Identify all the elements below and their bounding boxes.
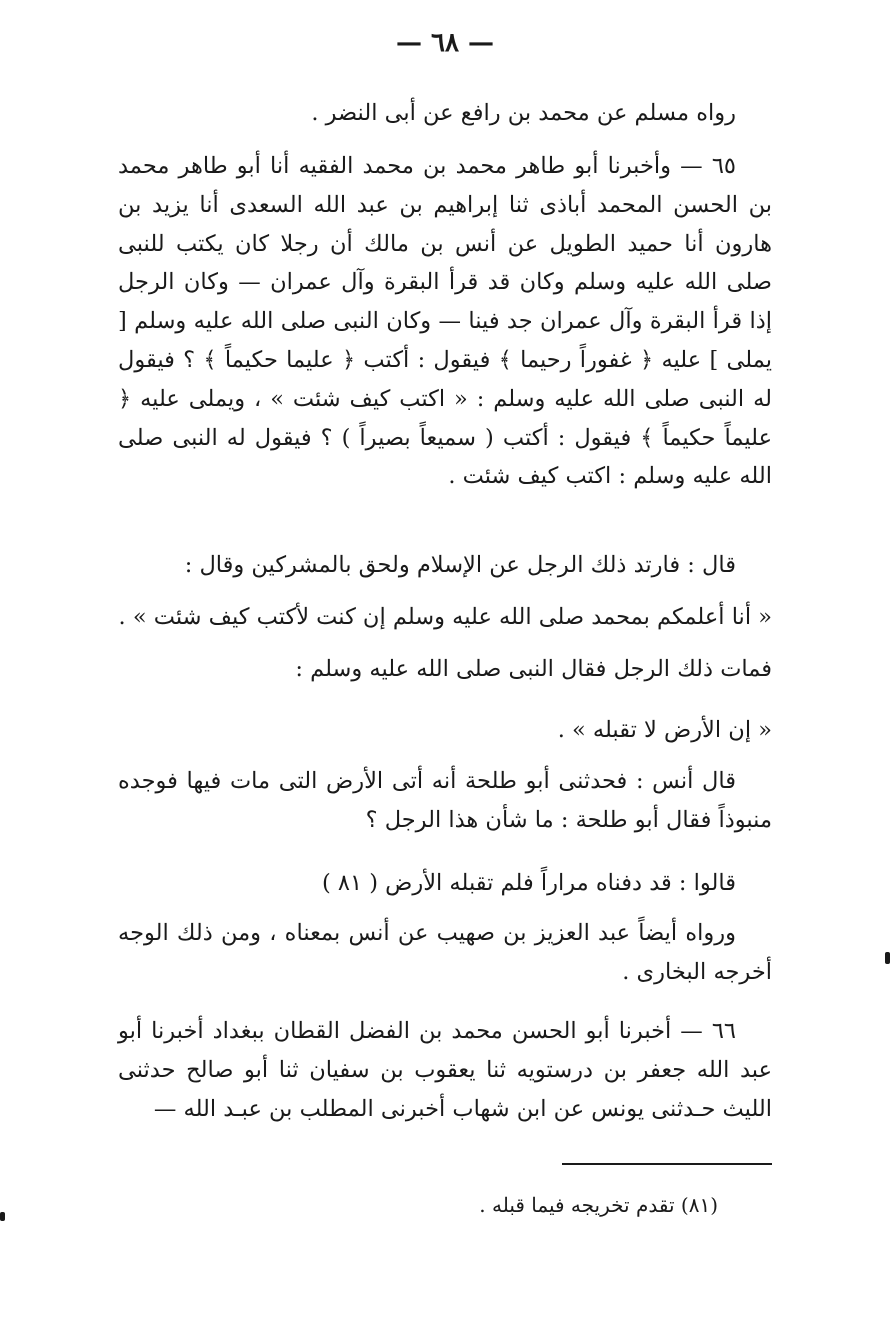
page-number: — ٦٨ —	[395, 28, 495, 58]
text-block-5	[118, 650, 772, 689]
paragraph-death: فمات ذلك الرجل فقال النبى صلى الله عليه وسلم :	[295, 656, 772, 682]
text-block-2	[118, 147, 772, 496]
text-block-7	[118, 762, 772, 840]
paragraph-riwayah-muslim: رواه مسلم عن محمد بن رافع عن أبى النضر .	[311, 100, 736, 126]
paragraph-hadith-66: ٦٦ — أخبرنا أبو الحسن محمد بن الفضل القطان ببغداد أخبرنا أبو عبد الله جعفر بن درستويه ثنا يعقوب بن سفيان ثنا أبو صالح حدثنى الليث حـدثنى يونس عن ابن شهاب أخبرنى المطلب بن عبـد الله —	[118, 1018, 772, 1122]
text-block-8	[118, 864, 772, 903]
text-block-4	[118, 598, 772, 637]
footnote-divider	[562, 1163, 772, 1165]
paragraph-qalu: قالوا : قد دفناه مراراً فلم تقبله الأرض ( ٨١ )	[321, 870, 736, 896]
paragraph-riwayah-bukhari: ورواه أيضاً عبد العزيز بن صهيب عن أنس بمعناه ، ومن ذلك الوجه أخرجه البخارى .	[118, 920, 772, 985]
footnote: (٨١) تقدم تخريجه فيما قبله .	[479, 1193, 718, 1217]
text-block-10	[118, 1012, 772, 1128]
paragraph-quote-2: « إن الأرض لا تقبله » .	[557, 717, 772, 743]
paragraph-irtidad: قال : فارتد ذلك الرجل عن الإسلام ولحق بالمشركين وقال :	[184, 552, 736, 578]
paragraph-quote-1: « أنا أعلمكم بمحمد صلى الله عليه وسلم إن كنت لأكتب كيف شئت » .	[118, 604, 772, 630]
scan-edge-mark	[0, 1212, 5, 1221]
scan-edge-mark	[885, 952, 890, 964]
text-block-1	[118, 94, 772, 133]
paragraph-anas: قال أنس : فحدثنى أبو طلحة أنه أتى الأرض التى مات فيها فوجده منبوذاً فقال أبو طلحة : ما شأن هذا الرجل ؟	[118, 768, 772, 833]
paragraph-hadith-65: ٦٥ — وأخبرنا أبو طاهر محمد بن محمد الفقيه أنا أبو طاهر محمد بن الحسن المحمد أباذى ثنا إبراهيم بن عبد الله السعدى أنا يزيد بن هارون أنا حميد الطويل عن أنس بن مالك أن رجلا كان يكتب للنبى صلى الله عليه وسلم وكان قد قرأ البقرة وآل عمران — وكان الرجل إذا قرأ البقرة وآل عمران جد فينا — وكان النبى صلى الله عليه وسلم [ يملى ] عليه ﴿ غفوراً رحيما ﴾ فيقول : أكتب ﴿ عليما حكيماً ﴾ ؟ فيقول له النبى صلى الله عليه وسلم : « اكتب كيف شئت » ، ويملى عليه ﴿ عليماً حكيماً ﴾ فيقول : أكتب ( سميعاً بصيراً ) ؟ فيقول له النبى صلى الله عليه وسلم : اكتب كيف شئت .	[118, 153, 772, 490]
text-block-3	[118, 546, 772, 585]
text-block-6	[118, 711, 772, 750]
text-block-9	[118, 914, 772, 992]
